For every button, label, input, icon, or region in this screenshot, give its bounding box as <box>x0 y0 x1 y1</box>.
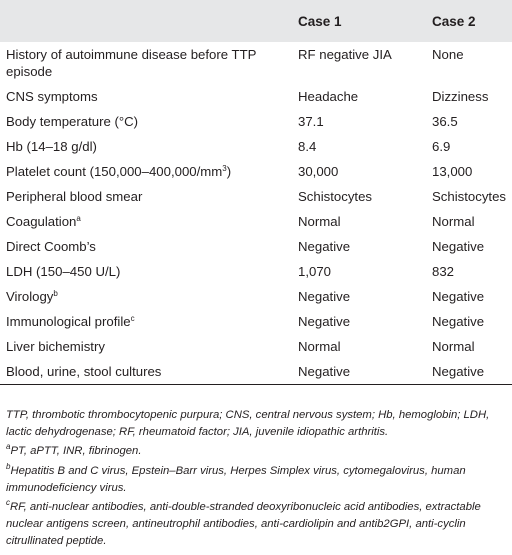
case-2-value: None <box>432 47 464 62</box>
footnote-mark-b: b <box>53 289 58 298</box>
row-label: Peripheral blood smear <box>6 189 143 204</box>
case-2-value: Schistocytes <box>432 189 507 204</box>
table-footnotes <box>6 407 506 553</box>
case-2-value: 13,000 <box>432 164 473 179</box>
case-2-value: Negative <box>432 359 512 385</box>
case-1-value: Headache <box>298 89 359 104</box>
abbreviations-note: TTP, thrombotic thrombocytopenic purpura; CNS, central nervous system; Hb, hemoglobin; LDH, lactic dehydrogenase; RF, rheumatoid factor; JIA, juvenile idiopathic arthritis. <box>6 409 490 439</box>
case-2-value: 832 <box>432 264 455 279</box>
case-1-value: 30,000 <box>298 164 339 179</box>
table-row <box>0 284 512 309</box>
table-row <box>0 309 512 334</box>
case-2-value: Normal <box>432 339 475 354</box>
case-1-value: 37.1 <box>298 114 324 129</box>
table-row <box>0 84 512 109</box>
table-row <box>0 334 512 359</box>
case-1-value: RF negative JIA <box>298 47 392 62</box>
table-row <box>0 184 512 209</box>
table-row <box>0 109 512 134</box>
table-row <box>0 234 512 259</box>
case-1-value: Normal <box>298 339 341 354</box>
case-2-value: Negative <box>432 239 485 254</box>
case-2-value: Dizziness <box>432 89 489 104</box>
row-label: Body temperature (°C) <box>6 114 139 129</box>
header-label-column <box>0 0 298 42</box>
row-label: Virology$^b$ <box>6 289 58 304</box>
table-row <box>0 134 512 159</box>
case-1-value: Negative <box>298 359 432 385</box>
row-label: Platelet count $(150,000-400,000/mm^3)$ <box>6 164 232 179</box>
case-1-value: Negative <box>298 239 351 254</box>
case-1-value: Negative <box>298 289 351 304</box>
case-2-value: 6.9 <box>432 139 451 154</box>
row-label: Coagulation$^a$ <box>6 214 81 229</box>
table-row <box>0 159 512 184</box>
row-label: LDH (150–450 U/L) <box>6 264 121 279</box>
row-label: Liver bichemistry <box>6 339 105 354</box>
case-1-value: 8.4 <box>298 139 317 154</box>
header-case-1: Case 1 <box>298 13 342 29</box>
case-2-value: Normal <box>432 214 475 229</box>
row-label: CNS symptoms <box>6 89 98 104</box>
row-label: Immunological profile$^c$ <box>6 314 135 329</box>
footnote-a: $^a$PT, aPTT, INR, fibrinogen. <box>6 442 142 458</box>
footnote-c: $^c$RF, anti-nuclear antibodies, anti-double-stranded deoxyribonucleic acid antibodies, extractable nuclear antigens screen, antineutrophil antibodies, anti-cardiolipin and antib2GPI, anti-cyclin citrullinated peptide. <box>6 498 481 548</box>
case-2-value: Negative <box>432 289 485 304</box>
case-1-value: 1,070 <box>298 264 332 279</box>
table-header <box>0 0 512 42</box>
header-row <box>0 0 512 42</box>
superscript: 3 <box>222 164 227 173</box>
case-1-value: Schistocytes <box>298 189 373 204</box>
row-label: Blood, urine, stool cultures <box>0 359 298 385</box>
footnote-mark-c: c <box>130 314 135 323</box>
table-body <box>0 42 512 385</box>
case-2-value: Negative <box>432 314 485 329</box>
footnote-mark-a: a <box>76 214 81 223</box>
header-case-2: Case 2 <box>432 13 476 29</box>
case-1-value: Normal <box>298 214 341 229</box>
row-label: Direct Coomb’s <box>6 239 96 254</box>
case-2-value: 36.5 <box>432 114 458 129</box>
row-label: History of autoimmune disease before TTP episode <box>6 47 257 79</box>
case-1-value: Negative <box>298 314 351 329</box>
table-row <box>0 209 512 234</box>
table-row <box>0 359 512 385</box>
row-label: Hb (14–18 g/dl) <box>6 139 97 154</box>
table-row <box>0 259 512 284</box>
table-row <box>0 42 512 84</box>
footnote-b: $^b$Hepatitis B and C virus, Epstein–Barr virus, Herpes Simplex virus, cytomegalovirus, human immunodeficiency virus. <box>6 461 466 494</box>
